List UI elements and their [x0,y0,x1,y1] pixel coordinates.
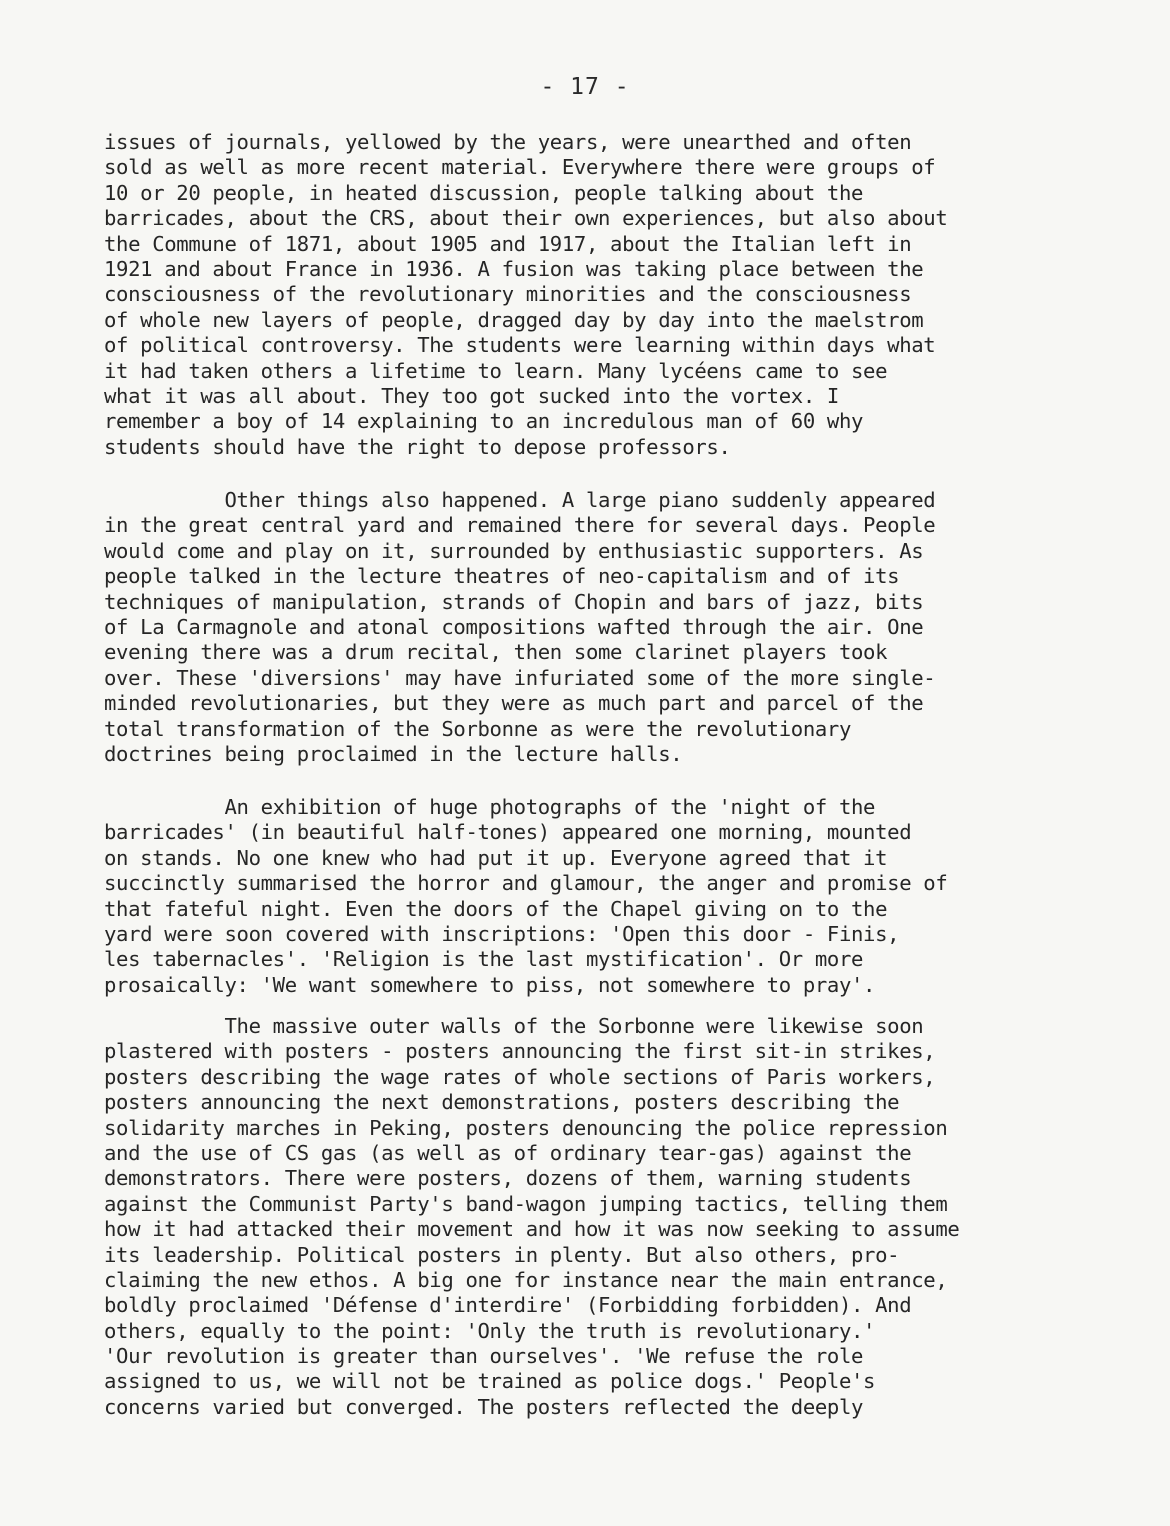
paragraph-2 [104,488,1084,767]
text-line: les tabernacles'. 'Religion is the last mystification'. Or more [104,947,864,972]
text-line: 10 or 20 people, in heated discussion, people talking about the [104,180,864,205]
text-line: demonstrators. There were posters, dozens of them, warning students [104,1166,912,1191]
text-line: on stands. No one knew who had put it up. Everyone agreed that it [104,845,888,870]
text-line: barricades' (in beautiful half-tones) appeared one morning, mounted [104,820,912,845]
text-line: plastered with posters - posters announcing the first sit-in strikes, [104,1039,936,1064]
text-line: the Commune of 1871, about 1905 and 1917, about the Italian left in [104,231,912,256]
text-line: techniques of manipulation, strands of Chopin and bars of jazz, bits [104,589,924,614]
paragraph-3 [104,795,1084,998]
text-line: it had taken others a lifetime to learn. Many lycéens came to see [104,358,888,383]
text-line: of whole new layers of people, dragged day by day into the maelstrom [104,307,924,332]
text-line: total transformation of the Sorbonne as were the revolutionary [104,716,852,741]
text-line: would come and play on it, surrounded by enthusiastic supporters. As [104,538,924,563]
text-line: people talked in the lecture theatres of neo-capitalism and of its [104,564,900,589]
paragraph-1 [104,130,1084,460]
text-line: that fateful night. Even the doors of the Chapel giving on to the [104,896,888,921]
text-line: what it was all about. They too got sucked into the vortex. I [104,383,839,408]
text-line: succinctly summarised the horror and glamour, the anger and promise of [104,871,948,896]
page-number: - 17 - [540,74,630,100]
text-line: sold as well as more recent material. Everywhere there were groups of [104,155,936,180]
text-line: minded revolutionaries, but they were as much part and parcel of the [104,691,924,716]
text-line: its leadership. Political posters in plenty. But also others, pro- [104,1242,900,1267]
text-line: doctrines being proclaimed in the lecture halls. [104,741,683,766]
text-line: Other things also happened. A large piano suddenly appeared [104,488,936,512]
text-line: An exhibition of huge photographs of the 'night of the [104,795,876,819]
text-line: of political controversy. The students were learning within days what [104,333,936,358]
text-line: issues of journals, yellowed by the years, were unearthed and often [104,130,912,154]
text-line: evening there was a drum recital, then some clarinet players took [104,640,888,665]
text-line: concerns varied but converged. The posters reflected the deeply [104,1394,864,1419]
paragraph-4 [104,1014,1084,1420]
text-line: The massive outer walls of the Sorbonne were likewise soon [104,1014,924,1038]
text-line: assigned to us, we will not be trained as police dogs.' People's [104,1369,876,1394]
text-line: others, equally to the point: 'Only the truth is revolutionary.' [104,1318,876,1343]
text-line: of La Carmagnole and atonal compositions wafted through the air. One [104,614,924,639]
text-line: over. These 'diversions' may have infuriated some of the more single- [104,665,936,690]
text-line: consciousness of the revolutionary minorities and the consciousness [104,282,912,307]
text-line: 'Our revolution is greater than ourselves'. 'We refuse the role [104,1344,864,1369]
text-line: barricades, about the CRS, about their own experiences, but also about [104,206,948,231]
text-line: against the Communist Party's band-wagon jumping tactics, telling them [104,1191,948,1216]
text-line: students should have the right to depose professors. [104,434,731,459]
text-line: prosaically: 'We want somewhere to piss, not somewhere to pray'. [104,972,876,997]
text-line: claiming the new ethos. A big one for instance near the main entrance, [104,1267,948,1292]
text-line: how it had attacked their movement and how it was now seeking to assume [104,1217,960,1242]
text-line: 1921 and about France in 1936. A fusion was taking place between the [104,256,924,281]
text-line: and the use of CS gas (as well as of ordinary tear-gas) against the [104,1140,912,1165]
text-line: in the great central yard and remained there for several days. People [104,513,936,538]
text-line: yard were soon covered with inscriptions: 'Open this door - Finis, [104,921,900,946]
text-line: posters describing the wage rates of whole sections of Paris workers, [104,1064,936,1089]
text-line: solidarity marches in Peking, posters denouncing the police repression [104,1115,948,1140]
text-line: remember a boy of 14 explaining to an incredulous man of 60 why [104,409,864,434]
text-line: boldly proclaimed 'Défense d'interdire' (Forbidding forbidden). And [104,1293,912,1318]
text-line: posters announcing the next demonstrations, posters describing the [104,1090,900,1115]
